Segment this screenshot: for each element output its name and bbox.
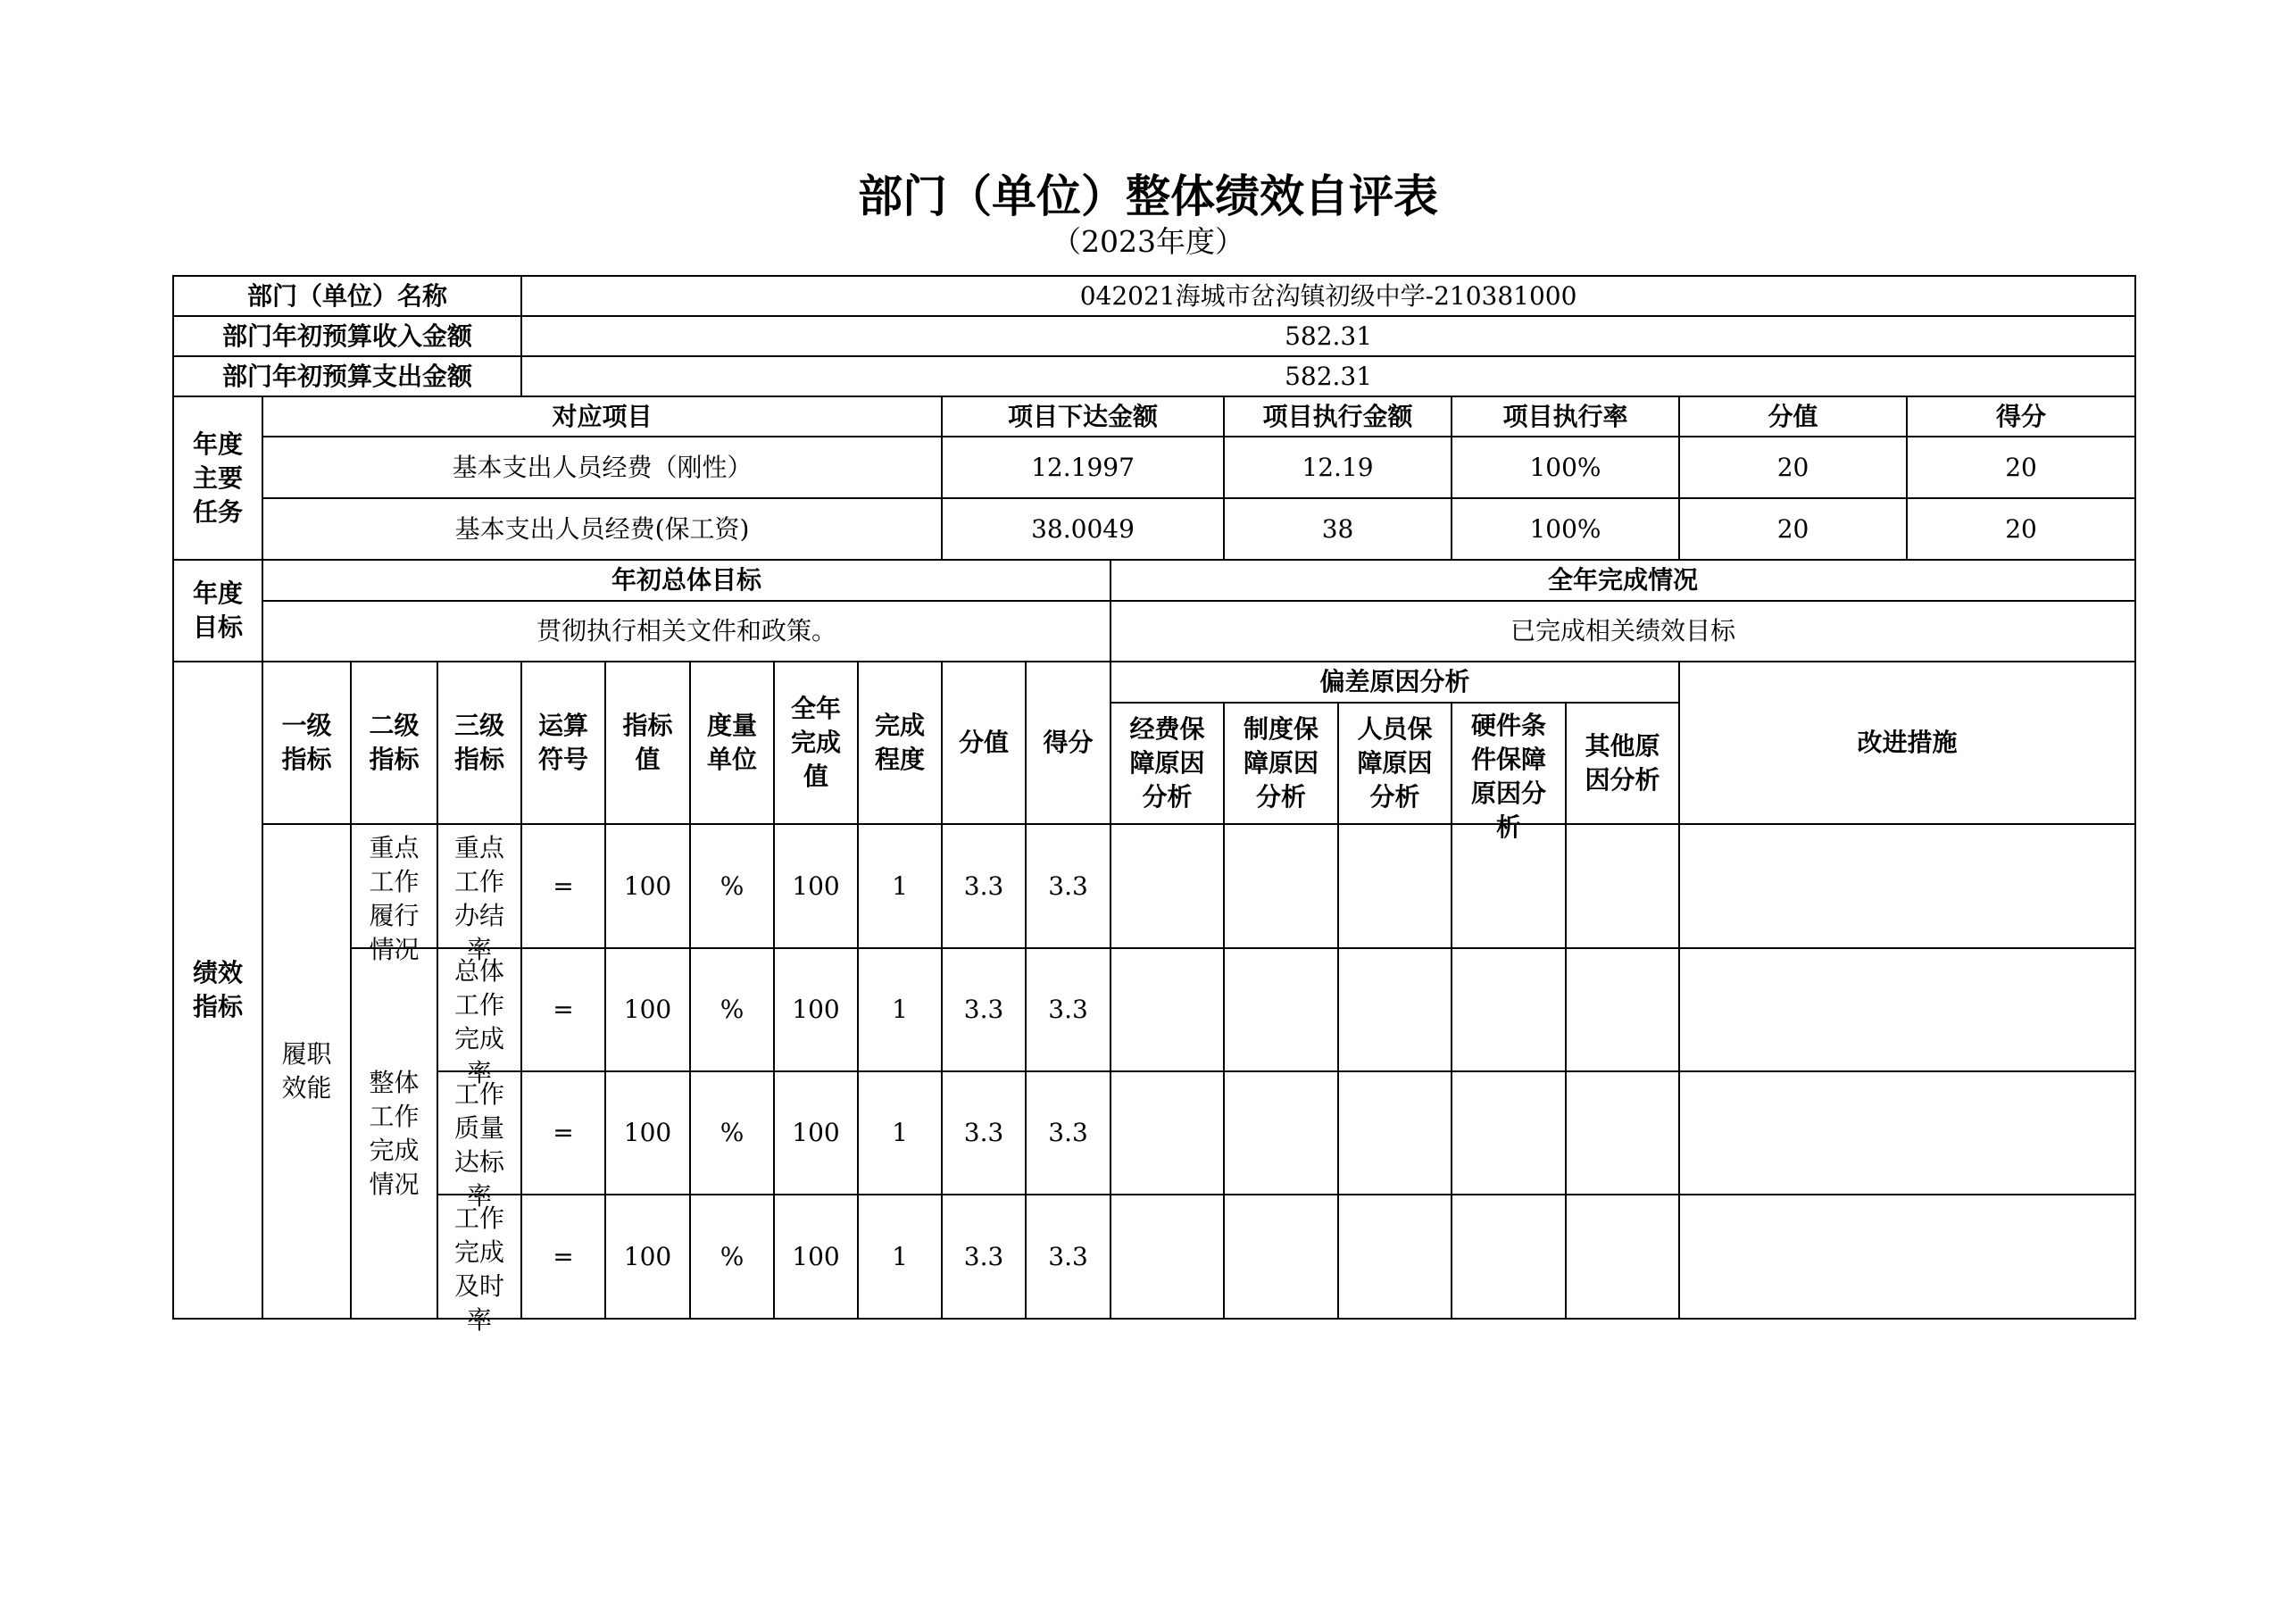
- tasks-header-score: 得分: [1996, 401, 2047, 431]
- improvement-cell: [1679, 1195, 2135, 1319]
- deviation-funding-cell: [1111, 948, 1224, 1071]
- tasks-header-rate: 项目执行率: [1452, 396, 1679, 437]
- deviation-staff-cell: [1338, 824, 1452, 948]
- budget-expense-label: 部门年初预算支出金额: [173, 356, 521, 396]
- task-rate: 100%: [1452, 437, 1679, 498]
- task-weight-score: [1679, 437, 2135, 498]
- tasks-header-weight-left: 分值: [1680, 397, 1908, 436]
- page-subtitle: （2023年度）: [1052, 224, 1244, 259]
- performance-table: [172, 275, 2136, 1335]
- indicator-actual: 100: [774, 1071, 858, 1195]
- indicator-target: 100: [605, 948, 690, 1071]
- indicator-actual: 100: [774, 1195, 858, 1319]
- deviation-other-cell: [1566, 824, 1679, 948]
- deviation-staff-cell: [1338, 948, 1452, 1071]
- task-weight-score: [1679, 498, 2135, 560]
- indicator-header-level1: 一级指标: [262, 662, 351, 824]
- deviation-system-cell: [1224, 1071, 1338, 1195]
- indicator-actual: 100: [774, 824, 858, 948]
- indicator-degree: 1: [858, 948, 942, 1071]
- indicator-header-target: 指标值: [605, 662, 690, 824]
- budget-income-row: [173, 316, 2135, 356]
- budget-income-label: 部门年初预算收入金额: [173, 316, 521, 356]
- goals-initial-value: 贯彻执行相关文件和政策。: [262, 601, 1111, 662]
- deviation-system-cell: [1224, 824, 1338, 948]
- tasks-header-executed: 项目执行金额: [1224, 396, 1452, 437]
- indicator-weight: 3.3: [942, 1195, 1026, 1319]
- department-name-value: 042021海城市岔沟镇初级中学-210381000: [521, 276, 2135, 316]
- task-rate: 100%: [1452, 498, 1679, 560]
- indicator-degree: 1: [858, 824, 942, 948]
- indicator-level3-text: 总体工作完成率: [454, 956, 505, 1087]
- improvement-header: 改进措施: [1679, 662, 2135, 824]
- indicator-target: 100: [605, 824, 690, 948]
- indicator-level3: [437, 948, 521, 1087]
- goals-completion-header: 全年完成情况: [1111, 560, 2135, 601]
- deviation-funding-header: 经费保障原因分析: [1111, 703, 1224, 824]
- improvement-cell: [1679, 824, 2135, 948]
- indicator-unit: %: [690, 824, 774, 948]
- deviation-funding-cell: [1111, 1071, 1224, 1195]
- deviation-other-cell: [1566, 1195, 1679, 1319]
- deviation-system-cell: [1224, 948, 1338, 1071]
- deviation-staff-cell: [1338, 1071, 1452, 1195]
- indicator-level2-text: 重点工作履行情况: [369, 832, 420, 964]
- indicator-weight: 3.3: [942, 948, 1026, 1071]
- indicator-weight: 3.3: [942, 1071, 1026, 1195]
- deviation-hardware-text: 硬件条件保障原因分析: [1471, 711, 1547, 842]
- indicator-unit: %: [690, 948, 774, 1071]
- indicator-operator: =: [521, 1071, 605, 1195]
- deviation-system-cell: [1224, 1195, 1338, 1319]
- tasks-header-allocated: 项目下达金额: [942, 396, 1224, 437]
- deviation-hardware-cell: [1452, 948, 1566, 1071]
- deviation-hardware-cell: [1452, 1195, 1566, 1319]
- indicator-header-operator: 运算符号: [521, 662, 605, 824]
- deviation-hardware-header: [1452, 703, 1566, 842]
- indicator-level3-text: 重点工作办结率: [454, 832, 505, 964]
- indicator-header-level2: 二级指标: [351, 662, 437, 824]
- indicator-score: 3.3: [1026, 1071, 1111, 1195]
- indicators-header-row: [173, 662, 2135, 703]
- improvement-cell: [1679, 1071, 2135, 1195]
- indicator-level3: [437, 824, 521, 964]
- indicator-operator: =: [521, 948, 605, 1071]
- task-executed: 38: [1224, 498, 1452, 560]
- indicator-header-score: 得分: [1026, 662, 1111, 824]
- indicator-row: [173, 948, 2135, 1071]
- department-name-row: [173, 276, 2135, 316]
- indicator-degree: 1: [858, 1195, 942, 1319]
- deviation-staff-header: 人员保障原因分析: [1338, 703, 1452, 824]
- task-project: 基本支出人员经费（刚性）: [262, 437, 942, 498]
- goals-section-label: 年度目标: [173, 560, 262, 662]
- tasks-header-weight: [1679, 396, 2135, 437]
- deviation-analysis-header: 偏差原因分析: [1111, 662, 1679, 703]
- indicators-section-label: 绩效指标: [173, 662, 262, 1319]
- goals-value-row: [173, 601, 2135, 662]
- indicator-header-degree: 完成程度: [858, 662, 942, 824]
- task-project: 基本支出人员经费(保工资): [262, 498, 942, 560]
- tasks-section-label: 年度主要任务: [173, 396, 262, 560]
- department-name-label: 部门（单位）名称: [173, 276, 521, 316]
- deviation-funding-cell: [1111, 824, 1224, 948]
- budget-expense-value: 582.31: [521, 356, 2135, 396]
- tasks-header-row: [173, 396, 2135, 437]
- indicator-degree: 1: [858, 1071, 942, 1195]
- deviation-funding-cell: [1111, 1195, 1224, 1319]
- indicator-score: 3.3: [1026, 948, 1111, 1071]
- indicator-header-weight: 分值: [942, 662, 1026, 824]
- indicator-row: [173, 1195, 2135, 1319]
- indicator-level3-text: 工作完成及时率: [454, 1203, 505, 1335]
- indicator-level3: [437, 1071, 521, 1211]
- indicator-actual: 100: [774, 948, 858, 1071]
- page-title: 部门（单位）整体绩效自评表: [858, 171, 1438, 222]
- indicator-level2: [351, 824, 437, 964]
- indicator-unit: %: [690, 1071, 774, 1195]
- tasks-header-project: 对应项目: [262, 396, 942, 437]
- deviation-other-header: 其他原因分析: [1566, 703, 1679, 824]
- task-allocated: 12.1997: [942, 437, 1224, 498]
- improvement-cell: [1679, 948, 2135, 1071]
- indicator-header-unit: 度量单位: [690, 662, 774, 824]
- task-weight-score-left: 20: [1680, 499, 1908, 559]
- indicator-level3: [437, 1195, 521, 1335]
- task-weight-score-left: 20: [1680, 437, 1908, 497]
- budget-expense-row: [173, 356, 2135, 396]
- task-row: [173, 498, 2135, 560]
- indicator-target: 100: [605, 1071, 690, 1195]
- budget-income-value: 582.31: [521, 316, 2135, 356]
- deviation-other-cell: [1566, 1071, 1679, 1195]
- indicator-operator: =: [521, 824, 605, 948]
- deviation-hardware-cell: [1452, 1071, 1566, 1195]
- deviation-system-header: 制度保障原因分析: [1224, 703, 1338, 824]
- task-allocated: 38.0049: [942, 498, 1224, 560]
- indicator-weight: 3.3: [942, 824, 1026, 948]
- task-row: [173, 437, 2135, 498]
- indicator-row: [173, 1071, 2135, 1195]
- task-score: 20: [2005, 452, 2037, 482]
- task-score: 20: [2005, 513, 2037, 544]
- indicator-row: [173, 824, 2135, 948]
- indicator-target: 100: [605, 1195, 690, 1319]
- indicator-unit: %: [690, 1195, 774, 1319]
- goals-completion-value: 已完成相关绩效目标: [1111, 601, 2135, 662]
- indicator-score: 3.3: [1026, 824, 1111, 948]
- goals-initial-header: 年初总体目标: [262, 560, 1111, 601]
- indicator-level2: 整体工作完成情况: [351, 948, 437, 1319]
- goals-header-row: [173, 560, 2135, 601]
- indicator-level1: 履职效能: [262, 824, 351, 1319]
- deviation-staff-cell: [1338, 1195, 1452, 1319]
- indicator-level3-text: 工作质量达标率: [454, 1079, 505, 1211]
- indicator-operator: =: [521, 1195, 605, 1319]
- task-executed: 12.19: [1224, 437, 1452, 498]
- deviation-other-cell: [1566, 948, 1679, 1071]
- indicator-header-actual: 全年完成值: [774, 662, 858, 824]
- indicator-header-level3: 三级指标: [437, 662, 521, 824]
- indicator-score: 3.3: [1026, 1195, 1111, 1319]
